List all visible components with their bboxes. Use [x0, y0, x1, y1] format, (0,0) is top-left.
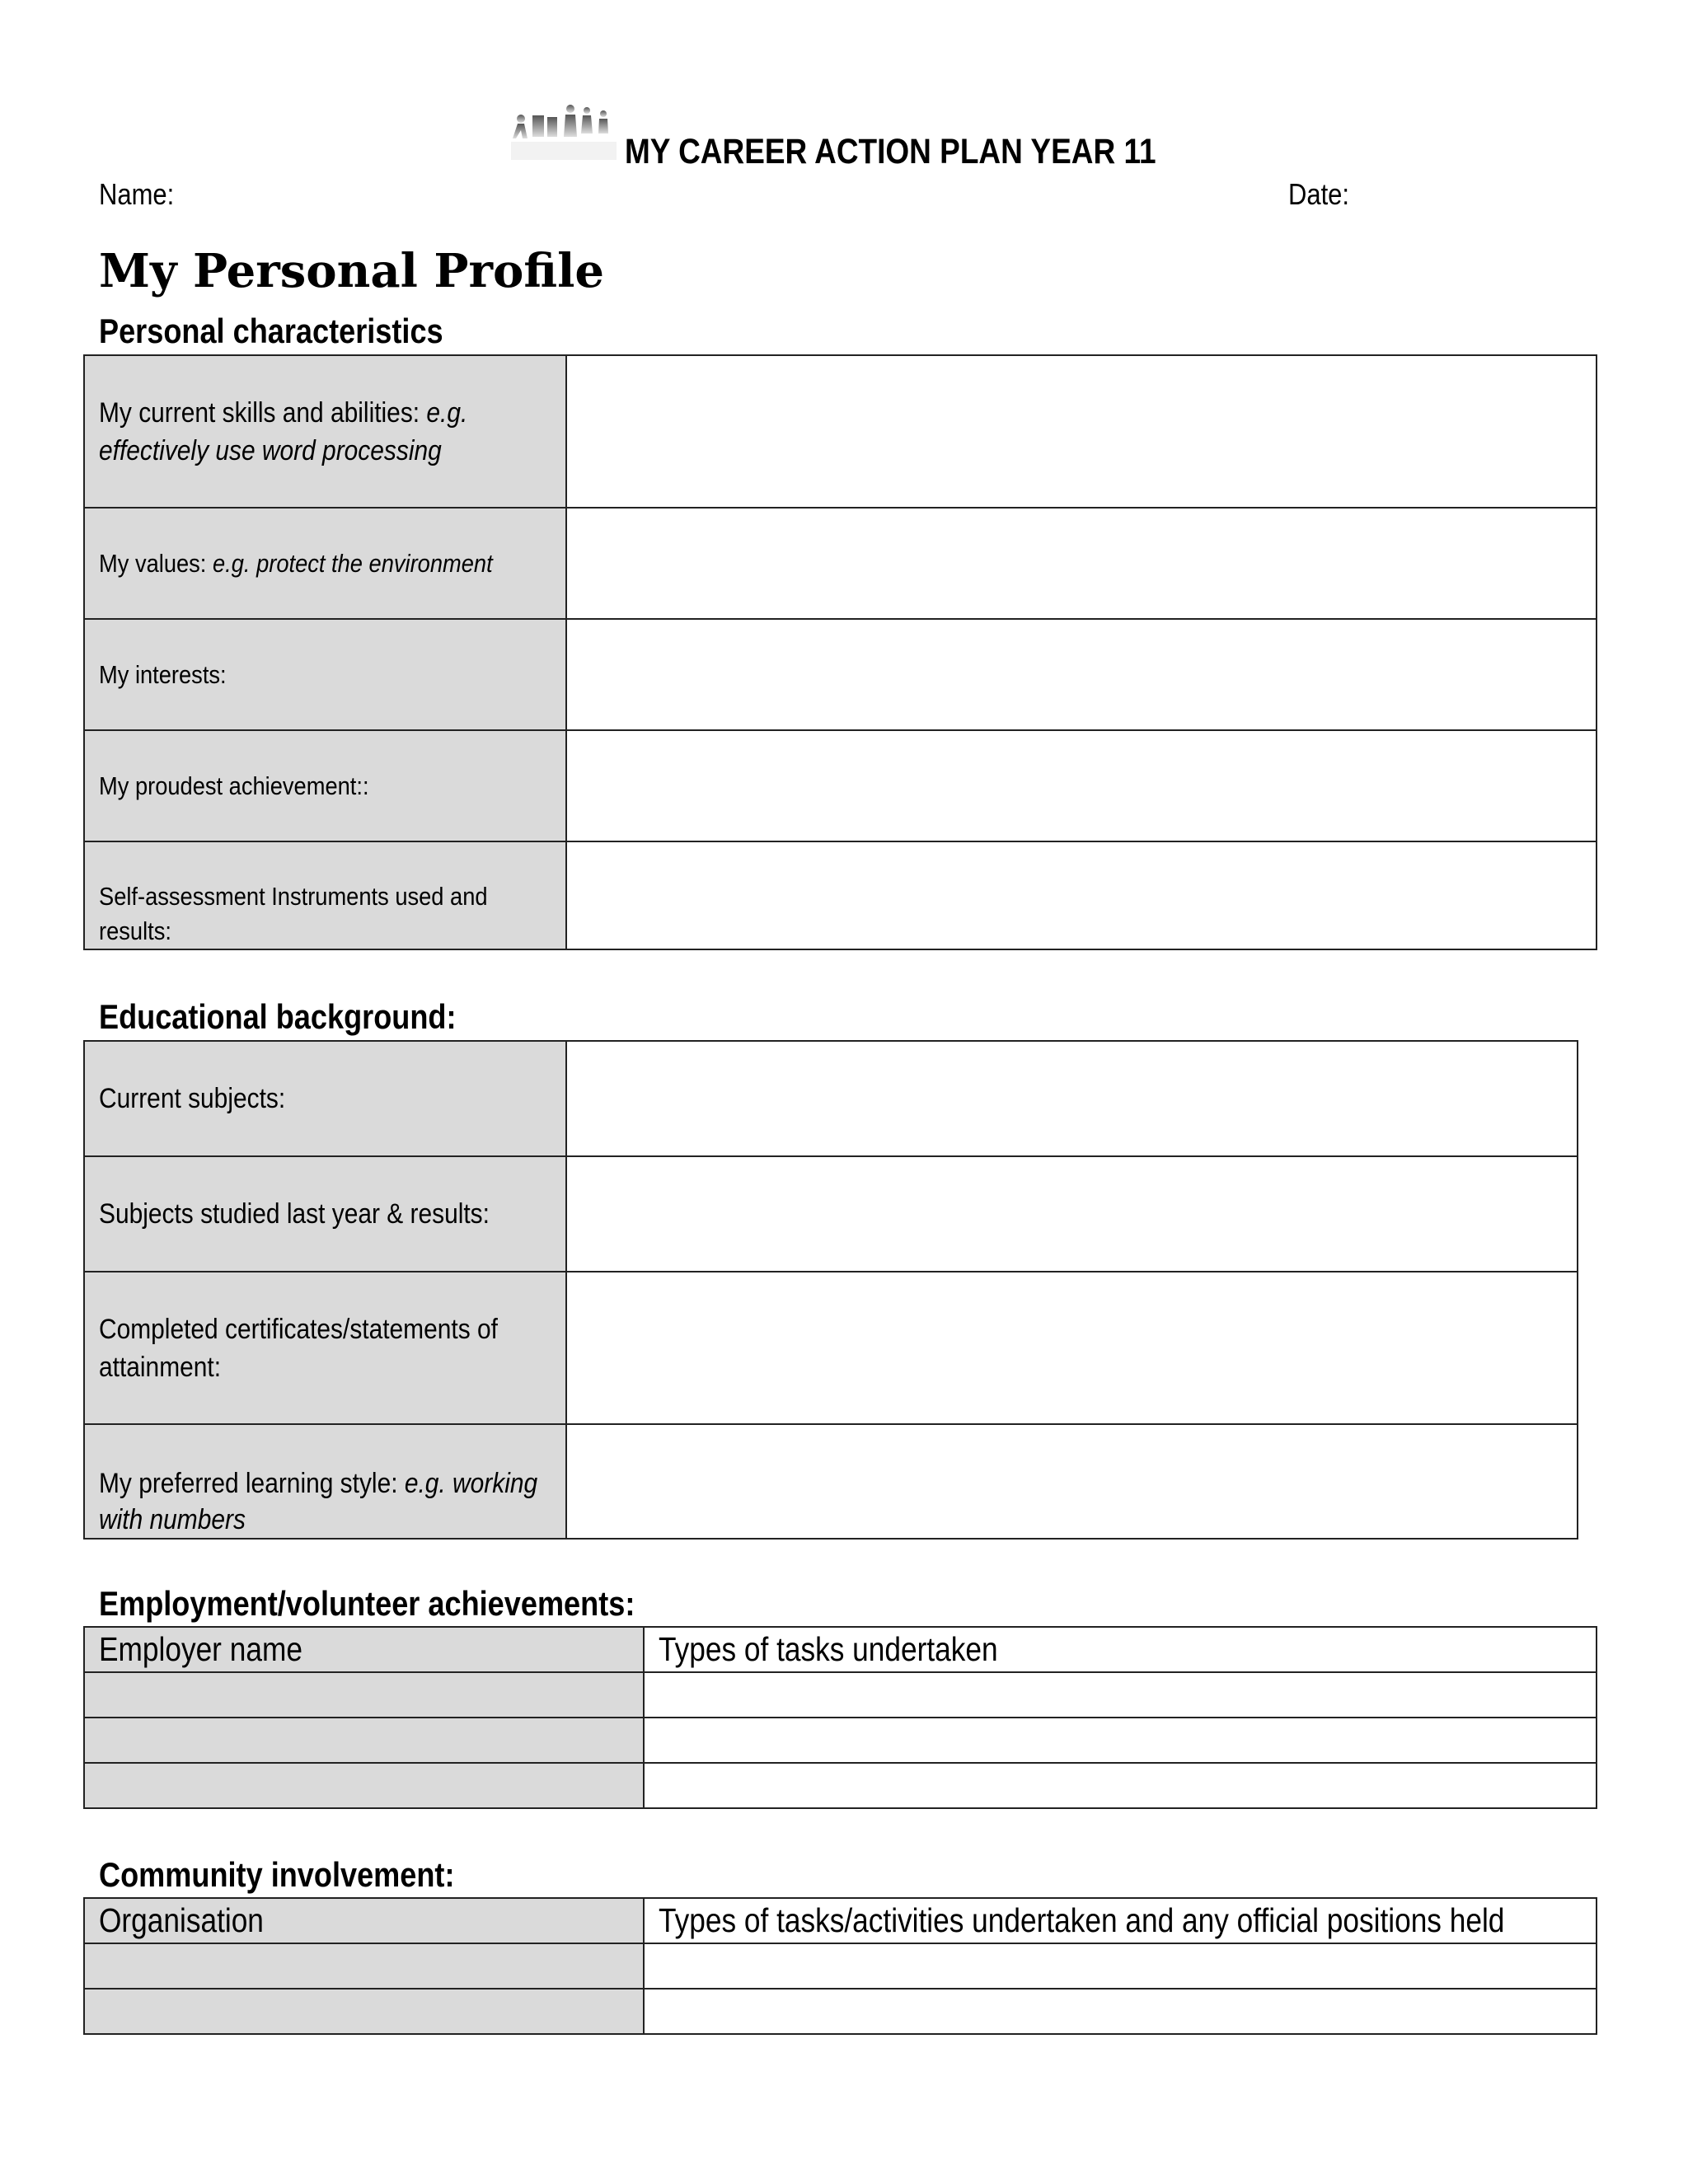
profile-heading: My Personal Profile — [99, 244, 604, 298]
organisation-field[interactable] — [84, 1943, 644, 1989]
values-field[interactable] — [566, 508, 1597, 619]
organisation-field[interactable] — [84, 1989, 644, 2034]
self-assessment-label: Self-assessment Instruments used and results: — [84, 841, 566, 949]
skills-label: My current skills and abilities: e.g. effectively use word processing — [84, 355, 566, 508]
learning-style-field[interactable] — [566, 1424, 1578, 1539]
table-row — [84, 730, 1597, 841]
certificates-field[interactable] — [566, 1272, 1578, 1424]
employment-table — [83, 1626, 1597, 1809]
community-heading: Community involvement: — [99, 1855, 455, 1894]
table-row — [84, 1041, 1578, 1156]
interests-field[interactable] — [566, 619, 1597, 730]
table-row — [84, 1763, 1597, 1808]
table-row — [84, 1718, 1597, 1763]
skills-field[interactable] — [566, 355, 1597, 508]
employer-name-field[interactable] — [84, 1672, 644, 1718]
proudest-achievement-label: My proudest achievement:: — [84, 730, 566, 841]
table-row — [84, 1156, 1578, 1272]
table-row — [84, 841, 1597, 949]
tasks-field[interactable] — [644, 1718, 1597, 1763]
table-row — [84, 619, 1597, 730]
name-label: Name: — [99, 177, 175, 211]
employment-heading: Employment/volunteer achievements: — [99, 1584, 635, 1623]
employer-name-header: Employer name — [84, 1627, 644, 1672]
table-row — [84, 1989, 1597, 2034]
table-row — [84, 1672, 1597, 1718]
date-label: Date: — [1288, 177, 1350, 211]
activities-field[interactable] — [644, 1943, 1597, 1989]
educational-background-table — [83, 1040, 1578, 1540]
tasks-undertaken-header: Types of tasks undertaken — [644, 1627, 1597, 1672]
employer-name-field[interactable] — [84, 1763, 644, 1808]
organisation-header: Organisation — [84, 1898, 644, 1943]
table-row — [84, 1943, 1597, 1989]
table-row — [84, 355, 1597, 508]
interests-label: My interests: — [84, 619, 566, 730]
personal-characteristics-heading: Personal characteristics — [99, 312, 443, 350]
table-row — [84, 508, 1597, 619]
document-title: MY CAREER ACTION PLAN YEAR 11 — [625, 132, 1156, 171]
tasks-field[interactable] — [644, 1672, 1597, 1718]
career-people-logo-icon — [511, 101, 617, 160]
learning-style-label: My preferred learning style: e.g. working with numbers — [84, 1424, 566, 1539]
personal-characteristics-table — [83, 354, 1597, 950]
values-label: My values: e.g. protect the environment — [84, 508, 566, 619]
proudest-achievement-field[interactable] — [566, 730, 1597, 841]
activities-header: Types of tasks/activities undertaken and any official positions held — [644, 1898, 1597, 1943]
certificates-label: Completed certificates/statements of attainment: — [84, 1272, 566, 1424]
employer-name-field[interactable] — [84, 1718, 644, 1763]
self-assessment-field[interactable] — [566, 841, 1597, 949]
community-table — [83, 1897, 1597, 2035]
current-subjects-field[interactable] — [566, 1041, 1578, 1156]
educational-background-heading: Educational background: — [99, 997, 457, 1036]
last-year-subjects-field[interactable] — [566, 1156, 1578, 1272]
table-row — [84, 1272, 1578, 1424]
table-header-row — [84, 1898, 1597, 1943]
tasks-field[interactable] — [644, 1763, 1597, 1808]
table-header-row — [84, 1627, 1597, 1672]
current-subjects-label: Current subjects: — [84, 1041, 566, 1156]
activities-field[interactable] — [644, 1989, 1597, 2034]
last-year-subjects-label: Subjects studied last year & results: — [84, 1156, 566, 1272]
table-row — [84, 1424, 1578, 1539]
